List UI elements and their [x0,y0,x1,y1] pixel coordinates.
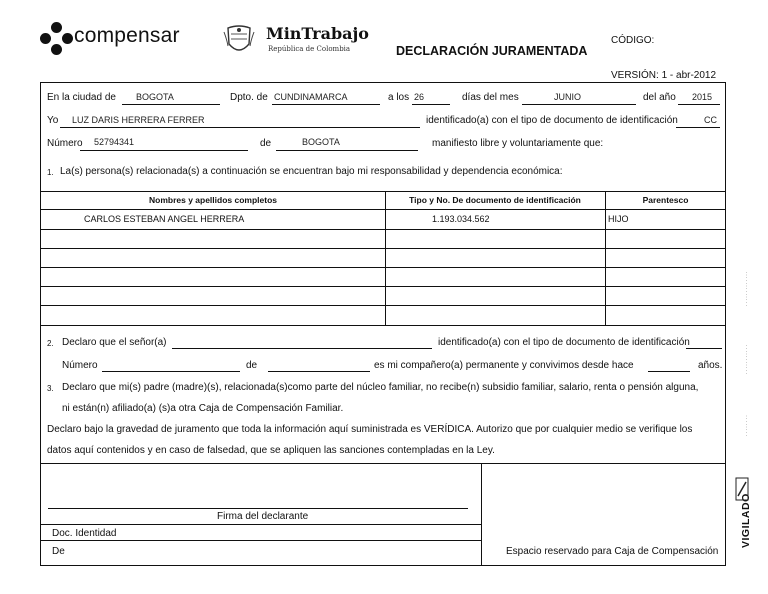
dpto-underline [272,104,380,105]
doc-bottom-border [40,540,481,541]
signature-line [48,508,468,509]
supersubsidio-logo-icon [734,476,750,502]
dias-mes-label: días del mes [462,92,519,103]
ciudad-underline [122,104,220,105]
numero-field[interactable]: 52794341 [94,137,135,147]
dpto-field[interactable]: CUNDINAMARCA [274,92,348,102]
section1-number: 1. [47,168,54,177]
section3-text-b: ni están(n) afiliado(a) (s)a otra Caja de Compensación Familiar. [62,403,344,414]
tipo-doc-underline [676,127,720,128]
nombre-underline [60,127,420,128]
anio-field[interactable]: 2015 [692,92,713,102]
table-row-border [40,248,726,249]
de-footer-label: De [52,546,65,557]
senor-underline [172,348,432,349]
table-row-border [40,229,726,230]
dia-underline [412,104,450,105]
section2-ident-label: identificado(a) con el tipo de documento de identificación [438,337,690,348]
coat-of-arms-icon [222,24,256,58]
ciudad-label: En la ciudad de [47,92,116,103]
dpto-label: Dpto. de [230,92,268,103]
section3-number: 3. [47,384,54,393]
document-title: DECLARACIÓN JURAMENTADA [396,44,588,58]
table-col-divider [605,191,606,325]
numero-label: Número [47,138,83,149]
table-header-documento: Tipo y No. De documento de identificación [409,195,581,205]
section2-tipo-underline [686,348,722,349]
section1-text: La(s) persona(s) relacionada(s) a continuación se encuentran bajo mi responsabilidad y dependencia económica: [60,166,563,177]
doc-identidad-label: Doc. Identidad [52,528,117,539]
manifiesto-label: manifiesto libre y voluntariamente que: [432,138,604,149]
mes-field[interactable]: JUNIO [554,92,581,102]
section2-numero-label: Número [62,360,98,371]
section2-anios-underline [648,371,690,372]
side-fine-print-b: · · · · · · · · · · · [744,345,749,374]
section2-de-underline [268,371,370,372]
nombre-field[interactable]: LUZ DARIS HERRERA FERRER [72,115,205,125]
anio-label: del año [643,92,676,103]
de-underline [276,150,418,151]
footer-top-border [40,463,726,464]
ident-label: identificado(a) con el tipo de documento de identificación [426,115,678,126]
ciudad-field[interactable]: BOGOTA [136,92,174,102]
brand-name: compensar [74,24,180,47]
table-row-border [40,305,726,306]
table-row-border [40,286,726,287]
table-header-nombres: Nombres y apellidos completos [148,195,277,205]
section2-de-label: de [246,360,258,371]
table-cell-parentesco[interactable]: HIJO [608,214,629,224]
ministry-subtitle: República de Colombia [268,45,351,53]
table-row-border [40,267,726,268]
table-cell-documento[interactable]: 1.193.034.562 [432,214,490,224]
compensar-logo-icon [40,22,74,56]
version-label: VERSIÓN: 1 - abr-2012 [611,70,717,81]
yo-label: Yo [47,115,59,126]
ministry-name: MinTrabajo [266,24,369,43]
section2-number: 2. [47,339,54,348]
section2-anios-label: años. [698,360,723,371]
side-fine-print-a: · · · · · · · · [744,415,749,436]
table-cell-nombre[interactable]: CARLOS ESTEBAN ANGEL HERRERA [84,214,245,224]
table-bottom-border [40,325,726,326]
alos-label: a los [388,92,410,103]
firma-label: Firma del declarante [217,511,309,522]
vigilado-stamp: VIGILADO [740,493,752,548]
footer-divider [481,463,482,566]
section2-companero-label: es mi compañero(a) permanente y convivimos desde hace [374,360,634,371]
de-label: de [260,138,272,149]
section2-numero-underline [102,371,240,372]
section3-text-a: Declaro que mi(s) padre (madre)(s), relacionada(s)como parte del núcleo familiar, no recibe(n) subsidio familiar, salario, renta o pensión alguna, [62,382,699,393]
section2-declaro-label: Declaro que el señor(a) [62,337,167,348]
form-frame [40,82,726,566]
oath-text-b: datos aquí contenidos y en caso de falsedad, que se apliquen las sanciones contempladas en la Ley. [47,445,495,456]
table-header-parentesco: Parentesco [642,195,689,205]
firma-bottom-border [40,524,481,525]
side-fine-print-c: · · · · · · · · · · · · · [744,271,749,306]
table-col-divider [385,191,386,325]
mes-underline [522,104,636,105]
table-top-border [40,191,726,192]
espacio-reservado-label: Espacio reservado para Caja de Compensación [506,546,719,557]
dia-field[interactable]: 26 [414,92,425,102]
numero-underline [80,150,248,151]
codigo-label: CÓDIGO: [611,35,655,46]
de-field[interactable]: BOGOTA [302,137,340,147]
tipo-doc-field[interactable]: CC [704,115,717,125]
oath-text-a: Declaro bajo la gravedad de juramento que toda la información aquí suministrada es VERÍDICA. Autorizo que por cualquier medio se verifique los [47,424,693,435]
anio-underline [678,104,720,105]
